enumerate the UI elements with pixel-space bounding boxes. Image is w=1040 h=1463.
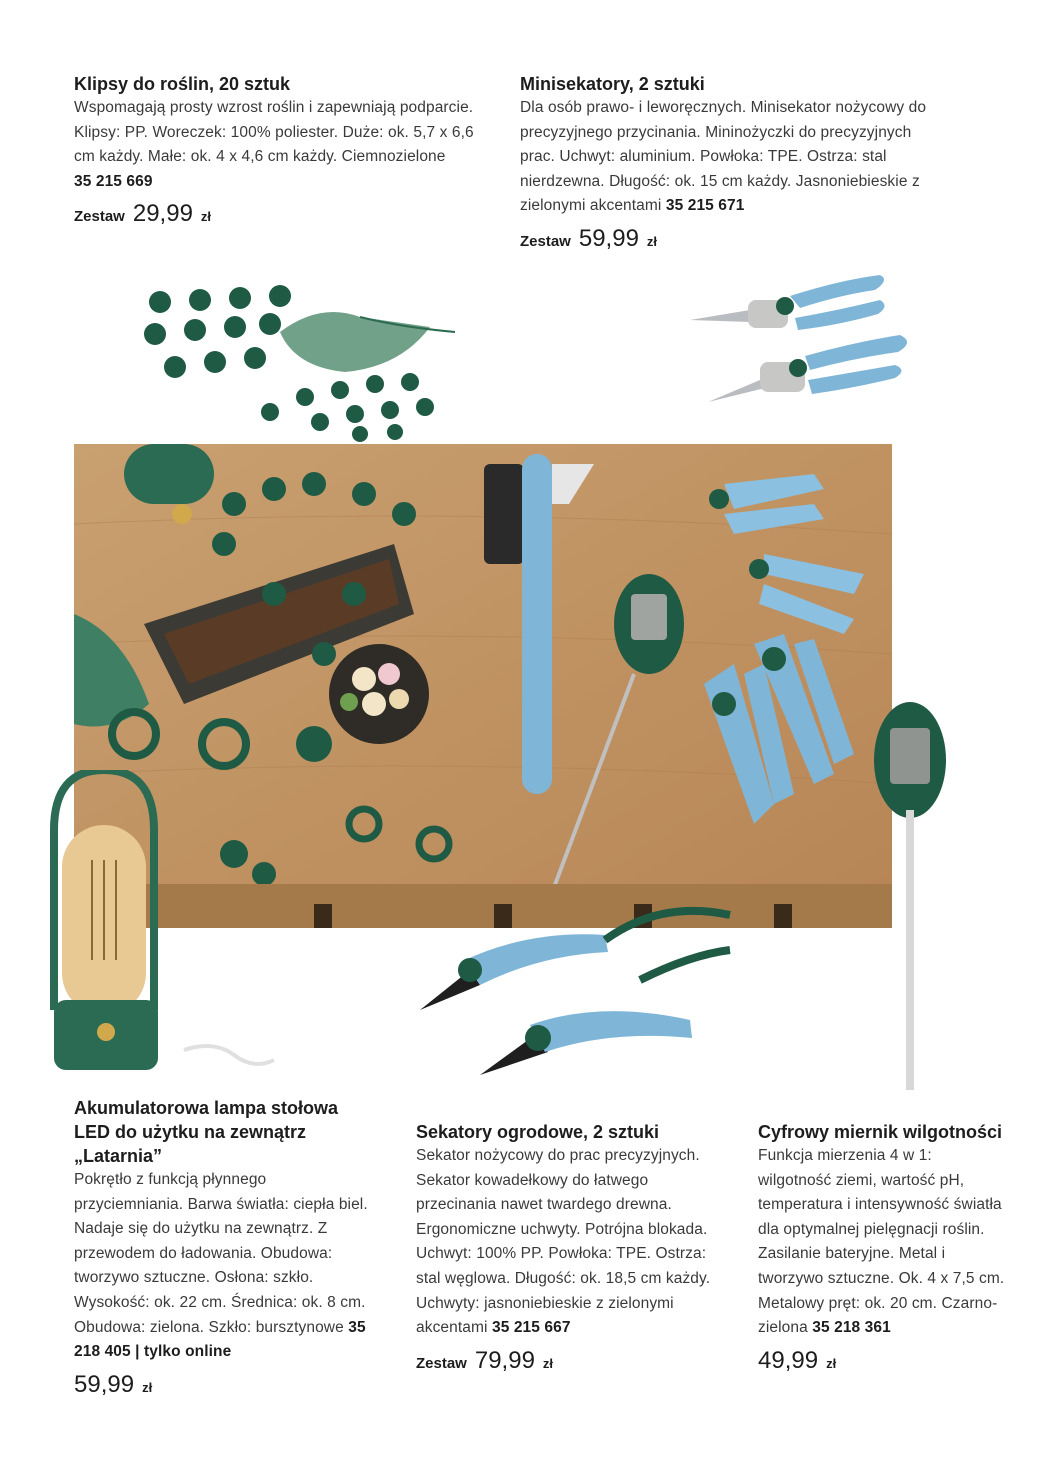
clips-image bbox=[130, 272, 470, 442]
clip-icon bbox=[144, 313, 281, 345]
mini-pruners-image bbox=[690, 270, 920, 410]
price: 49,99 bbox=[758, 1346, 819, 1374]
product-code: 35 218 361 bbox=[812, 1319, 891, 1337]
product-title: Sekatory ogrodowe, 2 sztuki bbox=[416, 1122, 660, 1142]
product-code: 35 215 667 bbox=[491, 1319, 571, 1337]
mini-scissors-icon bbox=[708, 335, 907, 402]
garden-pruners-image bbox=[410, 860, 750, 1100]
clip-icon bbox=[149, 285, 291, 313]
price-row bbox=[74, 1371, 374, 1399]
meter-display bbox=[890, 728, 930, 784]
currency: zł bbox=[142, 1379, 153, 1395]
price: 59,99 bbox=[74, 1370, 135, 1398]
product-code: 35 215 671 bbox=[665, 197, 745, 215]
charging-cable bbox=[184, 1046, 274, 1064]
price-prefix: Zestaw bbox=[416, 1354, 467, 1372]
product-clips bbox=[74, 72, 474, 228]
product-description: Pokrętło z funkcją płynnego przyciemniania. Barwa światła: ciepła biel. Nadaje się do użytku na zewnątrz. Z przewodem do ładowania. Obudowa: tworzywo sztuczne. Osłona: szkło. Wysokość: ok. 22 cm. Średnica: ok. 8 cm. Obudowa: zielona. Szkło: bursztynowe 35 218 405 | tylko online bbox=[74, 1171, 368, 1361]
currency: zł bbox=[200, 209, 212, 225]
currency: zł bbox=[826, 1355, 837, 1371]
product-title: Minisekatory, 2 sztuki bbox=[520, 74, 705, 94]
mini-pruner-icon bbox=[690, 275, 885, 330]
price: 29,99 bbox=[132, 200, 193, 228]
clip-icon bbox=[164, 347, 266, 378]
product-description: Dla osób prawo- i leworęcznych. Minisekator nożycowy do precyzyjnego przycinania. Mininożyczki do precyzyjnych prac. Uchwyt: aluminium. Powłoka: TPE. Ostrza: stal nierdzewna. Długość: ok. 15 cm każdy. Jasnoniebieskie z zielonymi akcentami 35 215 671 bbox=[520, 99, 927, 215]
availability-note: | tylko online bbox=[135, 1343, 232, 1361]
price-row bbox=[520, 225, 940, 253]
product-title: Akumulatorowa lampa stołowa LED do użytku na zewnątrz „Latarnia” bbox=[74, 1098, 339, 1166]
product-description: Wspomagają prosty wzrost roślin i zapewniają podparcie. Klipsy: PP. Woreczek: 100% poliester. Duże: ok. 5,7 x 6,6 cm każdy. Małe: ok. 4 x 4,6 cm każdy. Ciemnozielone 35 215 669 bbox=[74, 99, 474, 190]
currency: zł bbox=[646, 233, 658, 249]
flower-pot bbox=[329, 644, 429, 744]
price: 79,99 bbox=[474, 1346, 535, 1374]
currency: zł bbox=[542, 1355, 554, 1371]
product-meter bbox=[758, 1120, 1008, 1375]
price: 59,99 bbox=[578, 224, 639, 252]
price-prefix: Zestaw bbox=[74, 208, 125, 226]
product-description: Funkcja mierzenia 4 w 1: wilgotność ziemi, wartość pH, temperatura i intensywność światła dla optymalnej pielęgnacji roślin. Zasilanie bateryjne. Metal i tworzywo sztuczne. Ok. 4 x 7,5 cm. Metalowy pręt: ok. 20 cm. Czarno-zielona 35 218 361 bbox=[758, 1147, 1005, 1337]
price-row bbox=[74, 200, 474, 228]
product-code: 35 218 405 bbox=[74, 1318, 366, 1361]
product-code: 35 215 669 bbox=[74, 172, 153, 190]
price-prefix: Zestaw bbox=[520, 232, 571, 250]
dimmer-knob-icon bbox=[97, 1023, 115, 1041]
meter-image bbox=[870, 700, 960, 1095]
price-row bbox=[758, 1347, 1008, 1375]
product-mini-pruners bbox=[520, 72, 940, 253]
clip-icon bbox=[311, 398, 434, 442]
product-description: Sekator nożycowy do prac precyzyjnych. Sekator kowadełkowy do łatwego przecinania nawet twardego drewna. Ergonomiczne uchwyty. Potrójna blokada. Uchwyt: 100% PP. Powłoka: TPE. Ostrza: stal węglowa. Długość: ok. 18,5 cm każdy. Uchwyty: jasnoniebieskie z zielonymi akcentami 35 215 667 bbox=[416, 1147, 711, 1337]
product-title: Cyfrowy miernik wilgotności bbox=[758, 1122, 1003, 1142]
lamp-image bbox=[44, 770, 284, 1080]
product-title: Klipsy do roślin, 20 sztuk bbox=[74, 74, 291, 94]
product-pruners bbox=[416, 1120, 716, 1375]
mesh-bag bbox=[280, 312, 430, 372]
price-row bbox=[416, 1347, 716, 1375]
product-lamp bbox=[74, 1096, 374, 1399]
